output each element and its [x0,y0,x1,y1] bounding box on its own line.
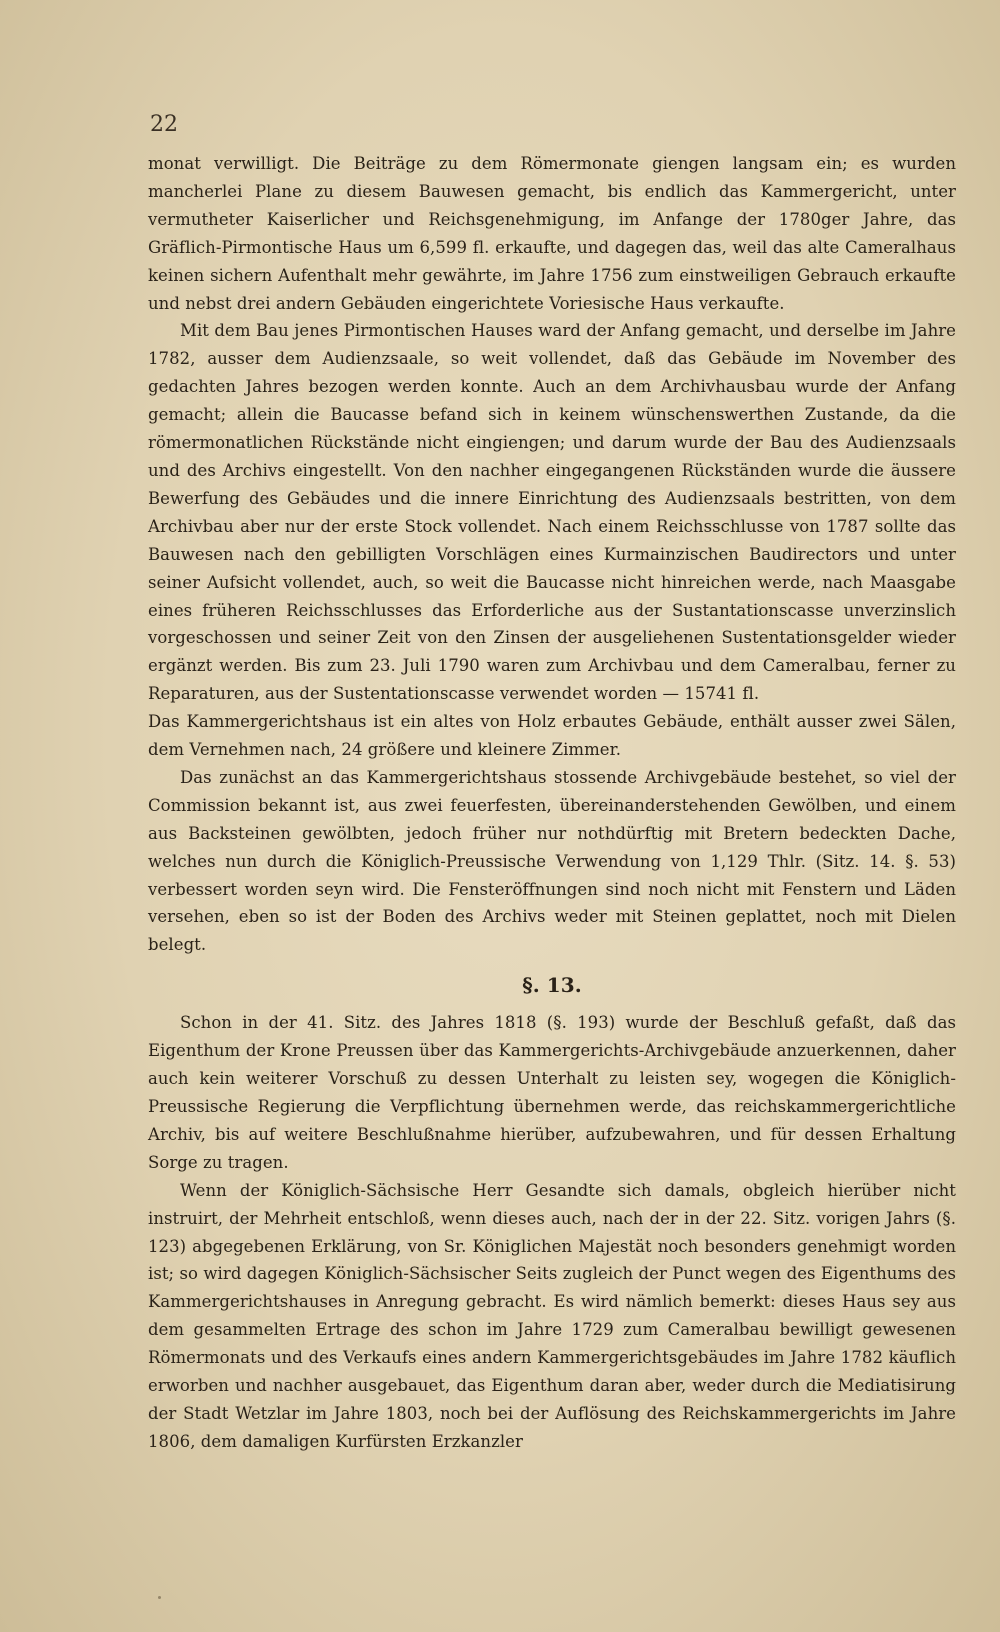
body-text [148,150,956,1456]
paragraph-5: Schon in der 41. Sitz. des Jahres 1818 (§. 193) wurde der Beschluß gefaßt, daß das Eigenthum der Krone Preussen über das Kammergerichts-Archivgebäude anzuerkennen, daher auch kein weiterer Vorschuß zu dessen Unterhalt zu leisten sey, wogegen die Königlich-Preussische Regierung die Verpflichtung übernehmen werde, das reichskammergerichtliche Archiv, bis auf weitere Beschlußnahme hierüber, aufzubewahren, und für dessen Erhaltung Sorge zu tragen. [148,1013,956,1172]
paragraph-2: Mit dem Bau jenes Pirmontischen Hauses ward der Anfang gemacht, und derselbe im Jahre 1782, ausser dem Audienzsaale, so weit vollendet, daß das Gebäude im November des gedachten Jahres bezogen werden konnte. Auch an dem Archivhausbau wurde der Anfang gemacht; allein die Baucasse befand sich in keinem wünschenswerthen Zustande, da die römermonatlichen Rückstände nicht eingiengen; und darum wurde der Bau des Audienzsaals und des Archivs eingestellt. Von den nachher eingegangenen Rückständen wurde die äussere Bewerfung des Gebäudes und die innere Einrichtung des Audienzsaals bestritten, von dem Archivbau aber nur der erste Stock vollendet. Nach einem Reichsschlusse von 1787 sollte das Bauwesen nach den gebilligten Vorschlägen eines Kurmainzischen Baudirectors und unter seiner Aufsicht vollendet, auch, so weit die Baucasse nicht hinreichen werde, nach Maasgabe eines früheren Reichsschlusses das Erforderliche aus der Sustantationscasse unverzinslich vorgeschossen und seiner Zeit von den Zinsen der ausgeliehenen Sustentationsgelder wieder ergänzt werden. Bis zum 23. Juli 1790 waren zum Archivbau und dem Cameralbau, ferner zu Reparaturen, aus der Sustentationscasse verwendet worden — 15741 fl. [148,321,956,704]
section-heading: §. 13. [522,973,582,998]
paragraph-6: Wenn der Königlich-Sächsische Herr Gesandte sich damals, obgleich hierüber nicht instruirt, der Mehrheit entschloß, wenn dieses auch, nach der in der 22. Sitz. vorigen Jahrs (§. 123) abgegebenen Erklärung, von Sr. Königlichen Majestät noch besonders genehmigt worden ist; so wird dagegen Königlich-Sächsischer Seits zugleich der Punct wegen des Eigenthums des Kammergerichtshauses in Anregung gebracht. Es wird nämlich bemerkt: dieses Haus sey aus dem gesammelten Ertrage des schon im Jahre 1729 zum Cameralbau bewilligt gewesenen Römermonats und des Verkaufs eines andern Kammergerichtsgebäudes im Jahre 1782 käuflich erworben und nachher ausgebauet, das Eigenthum daran aber, weder durch die Mediatisirung der Stadt Wetzlar im Jahre 1803, noch bei der Auflösung des Reichskammergerichts im Jahre 1806, dem damaligen Kurfürsten Erzkanzler [148,1180,956,1451]
paragraph-1: monat verwilligt. Die Beiträge zu dem Römermonate giengen langsam ein; es wurden mancherlei Plane zu diesem Bauwesen gemacht, bis endlich das Kammergericht, unter vermutheter Kaiserlicher und Reichsgenehmigung, im Anfange der 1780ger Jahre, das Gräflich-Pirmontische Haus um 6,599 fl. erkaufte, und dagegen das, weil das alte Cameralhaus keinen sichern Aufenthalt mehr gewährte, im Jahre 1756 zum einstweiligen Gebrauch erkaufte und nebst drei andern Gebäuden eingerichtete Voriesische Haus verkaufte. [148,154,956,313]
paragraph-4: Das zunächst an das Kammergerichtshaus stossende Archivgebäude bestehet, so viel der Commission bekannt ist, aus zwei feuerfesten, übereinanderstehenden Gewölben, und einem aus Backsteinen gewölbten, jedoch früher nur nothdürftig mit Bretern bedeckten Dache, welches nun durch die Königlich-Preussische Verwendung von 1,129 Thlr. (Sitz. 14. §. 53) verbessert worden seyn wird. Die Fensteröffnungen sind noch nicht mit Fenstern und Läden versehen, eben so ist der Boden des Archivs weder mit Steinen geplattet, noch mit Dielen belegt. [148,767,956,955]
paper-speck [158,1596,161,1599]
paragraph-3: Das Kammergerichtshaus ist ein altes von Holz erbautes Gebäude, enthält ausser zwei Sälen, dem Vernehmen nach, 24 größere und kleinere Zimmer. [148,712,956,760]
page-number: 22 [150,112,178,137]
